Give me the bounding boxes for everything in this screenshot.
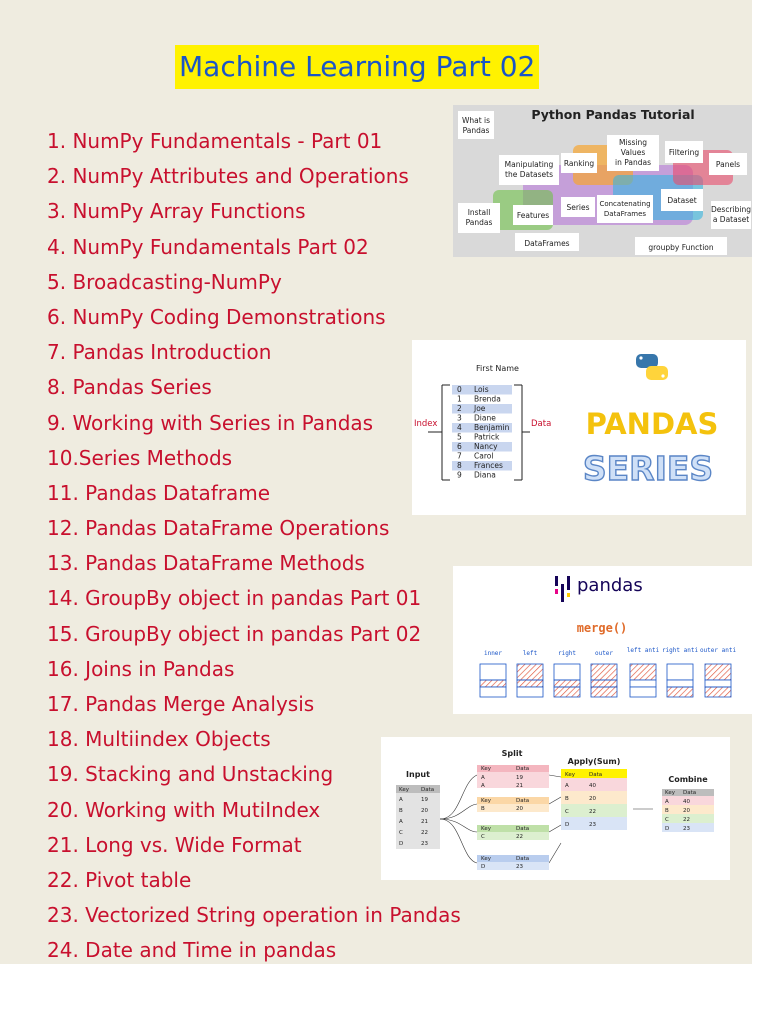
- list-item: 5. Broadcasting-NumPy: [47, 269, 282, 294]
- svg-text:Lois: Lois: [474, 385, 489, 394]
- svg-text:A: A: [481, 783, 485, 789]
- svg-text:Dataset: Dataset: [667, 196, 697, 205]
- svg-text:Data: Data: [516, 798, 530, 804]
- svg-text:C: C: [565, 809, 569, 815]
- list-item: 12. Pandas DataFrame Operations: [47, 516, 390, 541]
- list-item: 7. Pandas Introduction: [47, 340, 272, 365]
- svg-text:Frances: Frances: [474, 461, 503, 470]
- svg-text:5: 5: [457, 432, 462, 442]
- svg-text:Key: Key: [481, 856, 491, 862]
- svg-text:Ranking: Ranking: [563, 159, 595, 168]
- svg-text:2: 2: [457, 404, 462, 413]
- list-item: 9. Working with Series in Pandas: [47, 410, 374, 435]
- svg-text:20: 20: [589, 796, 596, 802]
- svg-text:22: 22: [589, 809, 596, 815]
- list-item: 22. Pivot table: [47, 867, 192, 892]
- svg-text:Describing: Describing: [711, 205, 751, 214]
- svg-text:Joe: Joe: [474, 404, 486, 413]
- pandas-merge-image: [453, 566, 752, 714]
- svg-text:inner: inner: [483, 650, 503, 657]
- list-item: 10.Series Methods: [47, 445, 233, 470]
- svg-text:23: 23: [516, 864, 523, 870]
- list-item: 3. NumPy Array Functions: [47, 199, 306, 224]
- svg-text:Key: Key: [481, 826, 491, 832]
- svg-text:Brenda: Brenda: [474, 394, 501, 404]
- list-item: 16. Joins in Pandas: [47, 656, 235, 681]
- svg-text:Key: Key: [565, 772, 575, 778]
- svg-text:Features: Features: [516, 211, 550, 220]
- svg-text:21: 21: [421, 819, 428, 825]
- svg-text:1: 1: [457, 394, 462, 404]
- svg-text:8: 8: [457, 461, 462, 470]
- pandas-tutorial-image: [453, 105, 752, 257]
- svg-text:23: 23: [421, 841, 428, 847]
- svg-text:Data: Data: [683, 790, 697, 796]
- svg-text:D: D: [481, 864, 486, 870]
- svg-text:Python Pandas Tutorial: Python Pandas Tutorial: [531, 107, 695, 122]
- svg-text:22: 22: [683, 817, 690, 823]
- svg-text:DataFrames: DataFrames: [603, 210, 647, 218]
- svg-text:B: B: [565, 796, 569, 802]
- svg-text:Carol: Carol: [474, 451, 494, 461]
- svg-text:20: 20: [683, 808, 690, 814]
- svg-text:Values: Values: [620, 148, 646, 157]
- svg-text:SERIES: SERIES: [582, 449, 714, 488]
- svg-text:D: D: [665, 826, 670, 832]
- svg-text:Input: Input: [406, 770, 430, 779]
- svg-text:Key: Key: [481, 766, 491, 772]
- svg-text:21: 21: [516, 783, 523, 789]
- svg-text:Missing: Missing: [619, 138, 647, 147]
- svg-text:Data: Data: [421, 787, 435, 793]
- svg-text:Install: Install: [467, 208, 491, 217]
- svg-text:0: 0: [457, 385, 462, 394]
- python-logo-icon: [636, 354, 668, 380]
- pandas-series-image: [412, 340, 746, 515]
- merge-diagram: [453, 566, 752, 714]
- svg-text:B: B: [665, 808, 669, 814]
- svg-text:Data: Data: [516, 826, 530, 832]
- svg-text:the Datasets: the Datasets: [505, 170, 553, 179]
- svg-text:Filtering: Filtering: [668, 148, 700, 157]
- svg-text:6: 6: [457, 442, 462, 451]
- svg-text:4: 4: [457, 423, 462, 432]
- svg-text:C: C: [481, 834, 485, 840]
- svg-text:pandas: pandas: [577, 575, 643, 596]
- svg-text:Key: Key: [665, 790, 675, 796]
- list-item: 8. Pandas Series: [47, 375, 212, 400]
- svg-text:C: C: [399, 830, 403, 836]
- svg-text:Data: Data: [589, 772, 603, 778]
- list-item: 15. GroupBy object in pandas Part 02: [47, 621, 422, 646]
- svg-text:Diane: Diane: [474, 413, 496, 423]
- list-item: 20. Working with MutiIndex: [47, 797, 321, 822]
- svg-text:Concatenating: Concatenating: [599, 200, 651, 208]
- svg-text:right anti: right anti: [661, 647, 699, 654]
- svg-text:left anti: left anti: [626, 647, 660, 654]
- combine-table: [662, 789, 714, 832]
- list-item: 17. Pandas Merge Analysis: [47, 692, 315, 716]
- svg-text:40: 40: [589, 783, 596, 789]
- svg-text:Apply(Sum): Apply(Sum): [567, 757, 621, 766]
- page-title: Machine Learning Part 02: [175, 45, 539, 89]
- svg-text:D: D: [565, 822, 570, 828]
- svg-text:Index: Index: [414, 419, 438, 429]
- svg-text:outer: outer: [594, 650, 614, 657]
- svg-text:right: right: [557, 650, 577, 657]
- svg-text:20: 20: [421, 808, 428, 814]
- svg-text:Data: Data: [516, 766, 530, 772]
- svg-text:Pandas: Pandas: [462, 126, 490, 135]
- apply-table: [561, 769, 627, 830]
- list-item: 18. Multiindex Objects: [47, 727, 271, 752]
- series-rows: [452, 385, 512, 480]
- svg-text:40: 40: [683, 799, 690, 805]
- svg-text:19: 19: [421, 797, 428, 803]
- svg-text:outer anti: outer anti: [699, 647, 737, 654]
- input-table: [396, 785, 440, 849]
- pandas-logo-icon: [555, 576, 570, 602]
- list-item: 24. Date and Time in pandas: [47, 938, 337, 963]
- svg-text:B: B: [399, 808, 403, 814]
- list-item: 19. Stacking and Unstacking: [47, 762, 334, 787]
- svg-text:Patrick: Patrick: [474, 432, 500, 442]
- svg-text:23: 23: [589, 822, 596, 828]
- svg-text:Series: Series: [566, 203, 590, 212]
- svg-text:Nancy: Nancy: [474, 442, 498, 451]
- svg-text:Split: Split: [501, 749, 523, 758]
- list-item: 14. GroupBy object in pandas Part 01: [47, 586, 422, 611]
- svg-text:A: A: [481, 775, 485, 781]
- split-tables: [477, 765, 549, 870]
- list-item: 23. Vectorized String operation in Pandas: [47, 903, 461, 928]
- svg-text:a Dataset: a Dataset: [712, 215, 750, 224]
- svg-text:A: A: [665, 799, 669, 805]
- svg-text:22: 22: [516, 834, 523, 840]
- svg-text:Diana: Diana: [474, 470, 496, 480]
- list-item: 13. Pandas DataFrame Methods: [47, 551, 365, 576]
- svg-text:A: A: [399, 797, 403, 803]
- svg-text:Pandas: Pandas: [465, 218, 493, 227]
- svg-text:Key: Key: [481, 798, 491, 804]
- tutorial-diagram: [453, 105, 752, 257]
- svg-text:19: 19: [516, 775, 523, 781]
- svg-text:A: A: [565, 783, 569, 789]
- series-diagram: [412, 340, 746, 515]
- svg-text:Data: Data: [531, 419, 552, 429]
- svg-text:left: left: [522, 650, 538, 657]
- svg-text:Manipulating: Manipulating: [504, 160, 554, 169]
- svg-text:B: B: [481, 806, 485, 812]
- svg-text:Data: Data: [516, 856, 530, 862]
- svg-text:C: C: [665, 817, 669, 823]
- svg-text:DataFrames: DataFrames: [524, 239, 570, 248]
- svg-text:Benjamin: Benjamin: [474, 423, 510, 432]
- svg-text:9: 9: [457, 470, 462, 480]
- svg-text:First Name: First Name: [476, 364, 519, 373]
- list-item: 2. NumPy Attributes and Operations: [47, 164, 409, 189]
- list-item: 11. Pandas Dataframe: [47, 480, 271, 505]
- svg-text:Panels: Panels: [715, 160, 741, 169]
- svg-text:22: 22: [421, 830, 428, 836]
- svg-text:A: A: [399, 819, 403, 825]
- svg-text:Key: Key: [399, 787, 409, 793]
- svg-text:PANDAS: PANDAS: [585, 407, 719, 441]
- split-apply-combine-image: [381, 737, 730, 880]
- svg-text:in Pandas: in Pandas: [614, 158, 652, 167]
- svg-text:What is: What is: [461, 116, 491, 125]
- merge-types: [484, 647, 736, 657]
- svg-text:23: 23: [683, 826, 690, 832]
- svg-text:7: 7: [457, 451, 462, 461]
- svg-text:3: 3: [457, 413, 462, 423]
- svg-text:Combine: Combine: [668, 775, 708, 784]
- list-item: 1. NumPy Fundamentals - Part 01: [47, 129, 383, 153]
- svg-text:D: D: [399, 841, 404, 847]
- groupby-diagram: [381, 737, 730, 880]
- svg-text:groupby Function: groupby Function: [648, 243, 714, 252]
- svg-text:20: 20: [516, 806, 523, 812]
- list-item: 4. NumPy Fundamentals Part 02: [47, 234, 369, 259]
- svg-text:merge(): merge(): [576, 621, 628, 635]
- list-item: 21. Long vs. Wide Format: [47, 832, 302, 857]
- list-item: 6. NumPy Coding Demonstrations: [47, 304, 386, 329]
